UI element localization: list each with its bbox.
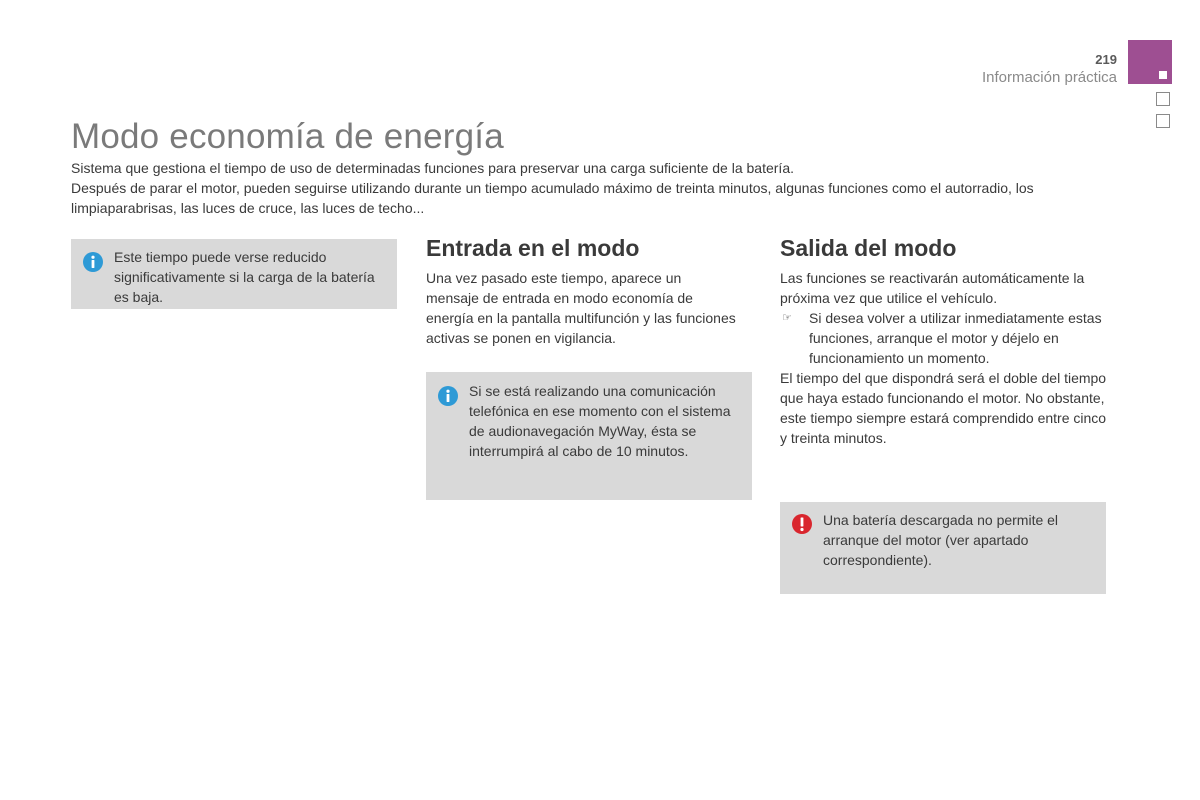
chapter-tab-dot [1159, 71, 1167, 79]
warning-icon [792, 514, 812, 534]
section-heading-entrada: Entrada en el modo [426, 235, 640, 261]
chapter-tab-active [1128, 40, 1172, 84]
info-icon [438, 386, 458, 406]
salida-bullet-text: Si desea volver a utilizar inmediatamente estas funciones, arranque el motor y déjelo en funcionamiento un momento. [809, 310, 1102, 366]
info-note-text: Si se está realizando una comunicación telefónica en ese momento con el sistema de audionavegación MyWay, ésta se interrumpirá al cabo de 10 minutos. [469, 383, 731, 459]
page-number: 219 [1095, 52, 1117, 67]
chapter-tab-box [1156, 114, 1170, 128]
warning-note [780, 502, 1106, 594]
info-note-left [71, 239, 397, 309]
salida-paragraph: El tiempo del que dispondrá será el doble del tiempo que haya estado funcionando el motor. No obstante, este tiempo siempre estará comprendido entre cinco y treinta minutos. [780, 370, 1107, 446]
salida-text [780, 268, 1110, 448]
intro-text [71, 158, 1071, 218]
entrada-text: Una vez pasado este tiempo, aparece un mensaje de entrada en modo economía de energía en la pantalla multifunción y las funciones activas se ponen en vigilancia. [426, 270, 736, 346]
intro-paragraph: Sistema que gestiona el tiempo de uso de determinadas funciones para preservar una carga suficiente de la batería. [71, 160, 794, 176]
info-icon [83, 252, 103, 272]
salida-paragraph: Las funciones se reactivarán automáticamente la próxima vez que utilice el vehículo. [780, 270, 1085, 306]
info-note-entrada [426, 372, 752, 500]
info-note-text: Este tiempo puede verse reducido significativamente si la carga de la batería es baja. [114, 249, 375, 305]
section-heading-salida: Salida del modo [780, 235, 957, 261]
pointing-hand-icon: ☞ [782, 312, 792, 324]
intro-paragraph: Después de parar el motor, pueden seguirse utilizando durante un tiempo acumulado máximo de treinta minutos, algunas funciones como el autorradio, los limpiaparabrisas, las luces de cruce, las luces de techo... [71, 180, 1034, 216]
warning-note-text: Una batería descargada no permite el arranque del motor (ver apartado correspondiente). [823, 512, 1059, 568]
page-title: Modo economía de energía [71, 117, 504, 156]
chapter-tab-box [1156, 92, 1170, 106]
section-label: Información práctica [981, 69, 1117, 86]
salida-bullet [780, 308, 1110, 368]
